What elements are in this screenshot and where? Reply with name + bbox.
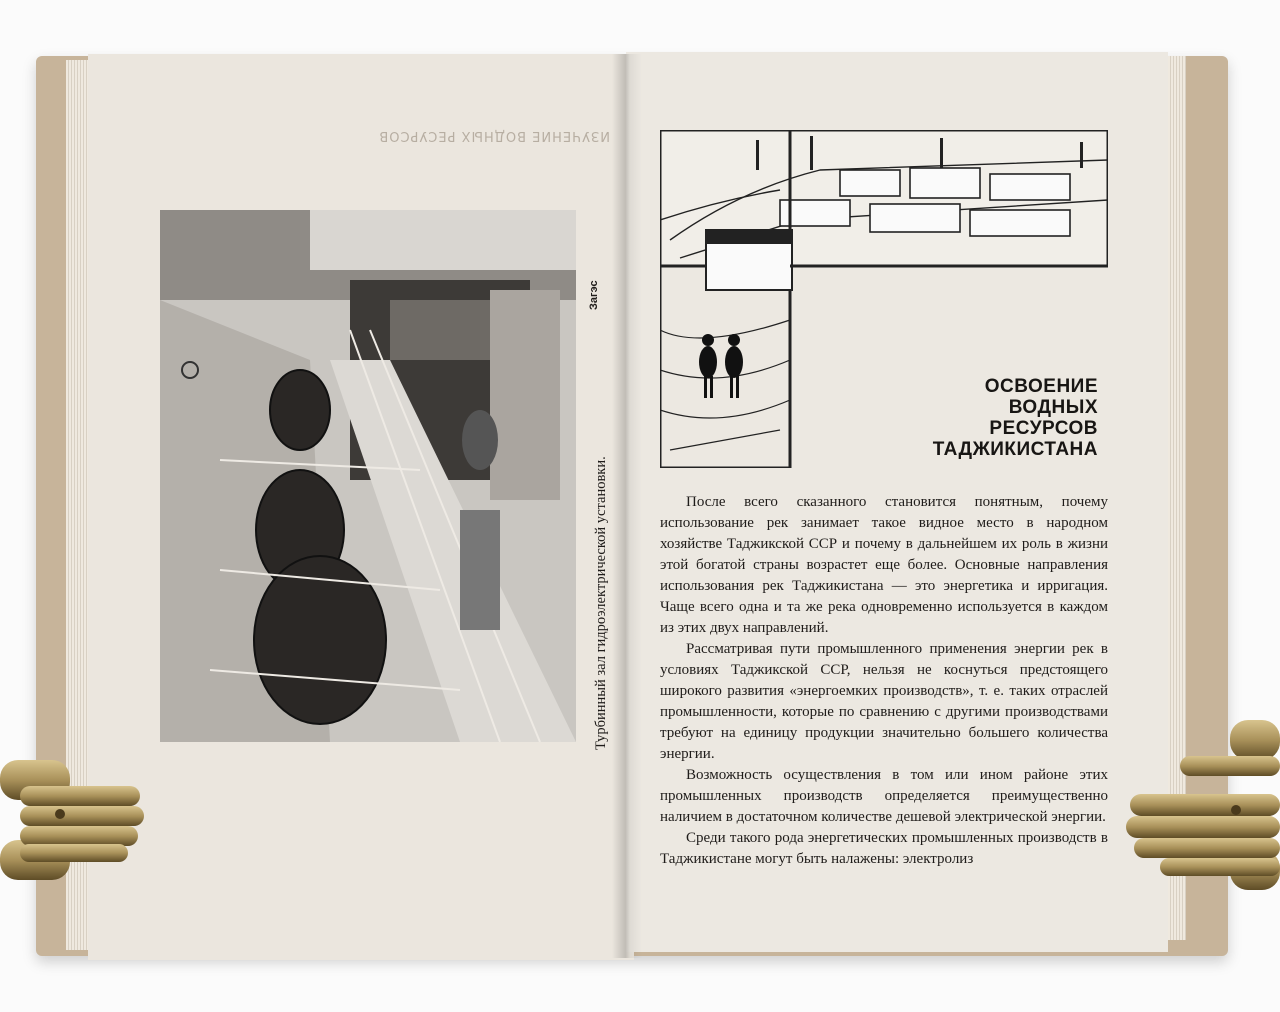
paragraph: Возможность осуществления в том или ином районе этих промышленных производств определяется преимущественно наличием в достаточном количестве дешевой электрической энергии. [660, 767, 1108, 825]
chapter-body-text [660, 492, 1108, 870]
chapter-title-line: РЕСУРСОВ [989, 418, 1098, 439]
paragraph: Среди такого рода энергетических промышленных производств в Таджикистане могут быть налажены: электролиз [660, 830, 1108, 867]
running-head: ИЗУЧЕНИЕ ВОДНЫХ РЕСУРСОВ [378, 128, 610, 143]
photo-caption: Турбинный зал гидроэлектрической установки. [593, 456, 609, 750]
paragraph: После всего сказанного становится понятным, почему использование рек занимает такое видное место в народном хозяйстве Таджикской ССР и почему в дальнейшем их роль в жизни этой богатой страны возрастет еще более. Основные направления использования рек Таджикистана — это энергетика и ирригация. Чаще всего одна и та же река одновременно используется в каждом из этих двух направлений. [660, 494, 1108, 636]
paragraph: Рассматривая пути промышленного применения энергии рек в условиях Таджикской ССР, нельзя не коснуться предстоящего широкого развития «энергоемких производств», т. е. таких отраслей промышленности, которые по сравнению с другими производствами требуют на единицу продукции значительно большего количества энергии. [660, 641, 1108, 762]
photo-caption-column [583, 210, 609, 750]
chapter-title-line: ВОДНЫХ [1008, 397, 1098, 418]
brass-hand-left-icon [0, 740, 150, 900]
brass-hand-right-icon [1120, 710, 1280, 900]
book-gutter-shadow [612, 54, 642, 958]
chapter-title-line: ОСВОЕНИЕ [984, 376, 1098, 397]
chapter-title-line: ТАДЖИКИСТАНА [932, 439, 1098, 460]
turbine-hall-photo [160, 210, 576, 742]
chapter-title [880, 376, 1098, 460]
photo-credit: Загэс [588, 280, 600, 310]
